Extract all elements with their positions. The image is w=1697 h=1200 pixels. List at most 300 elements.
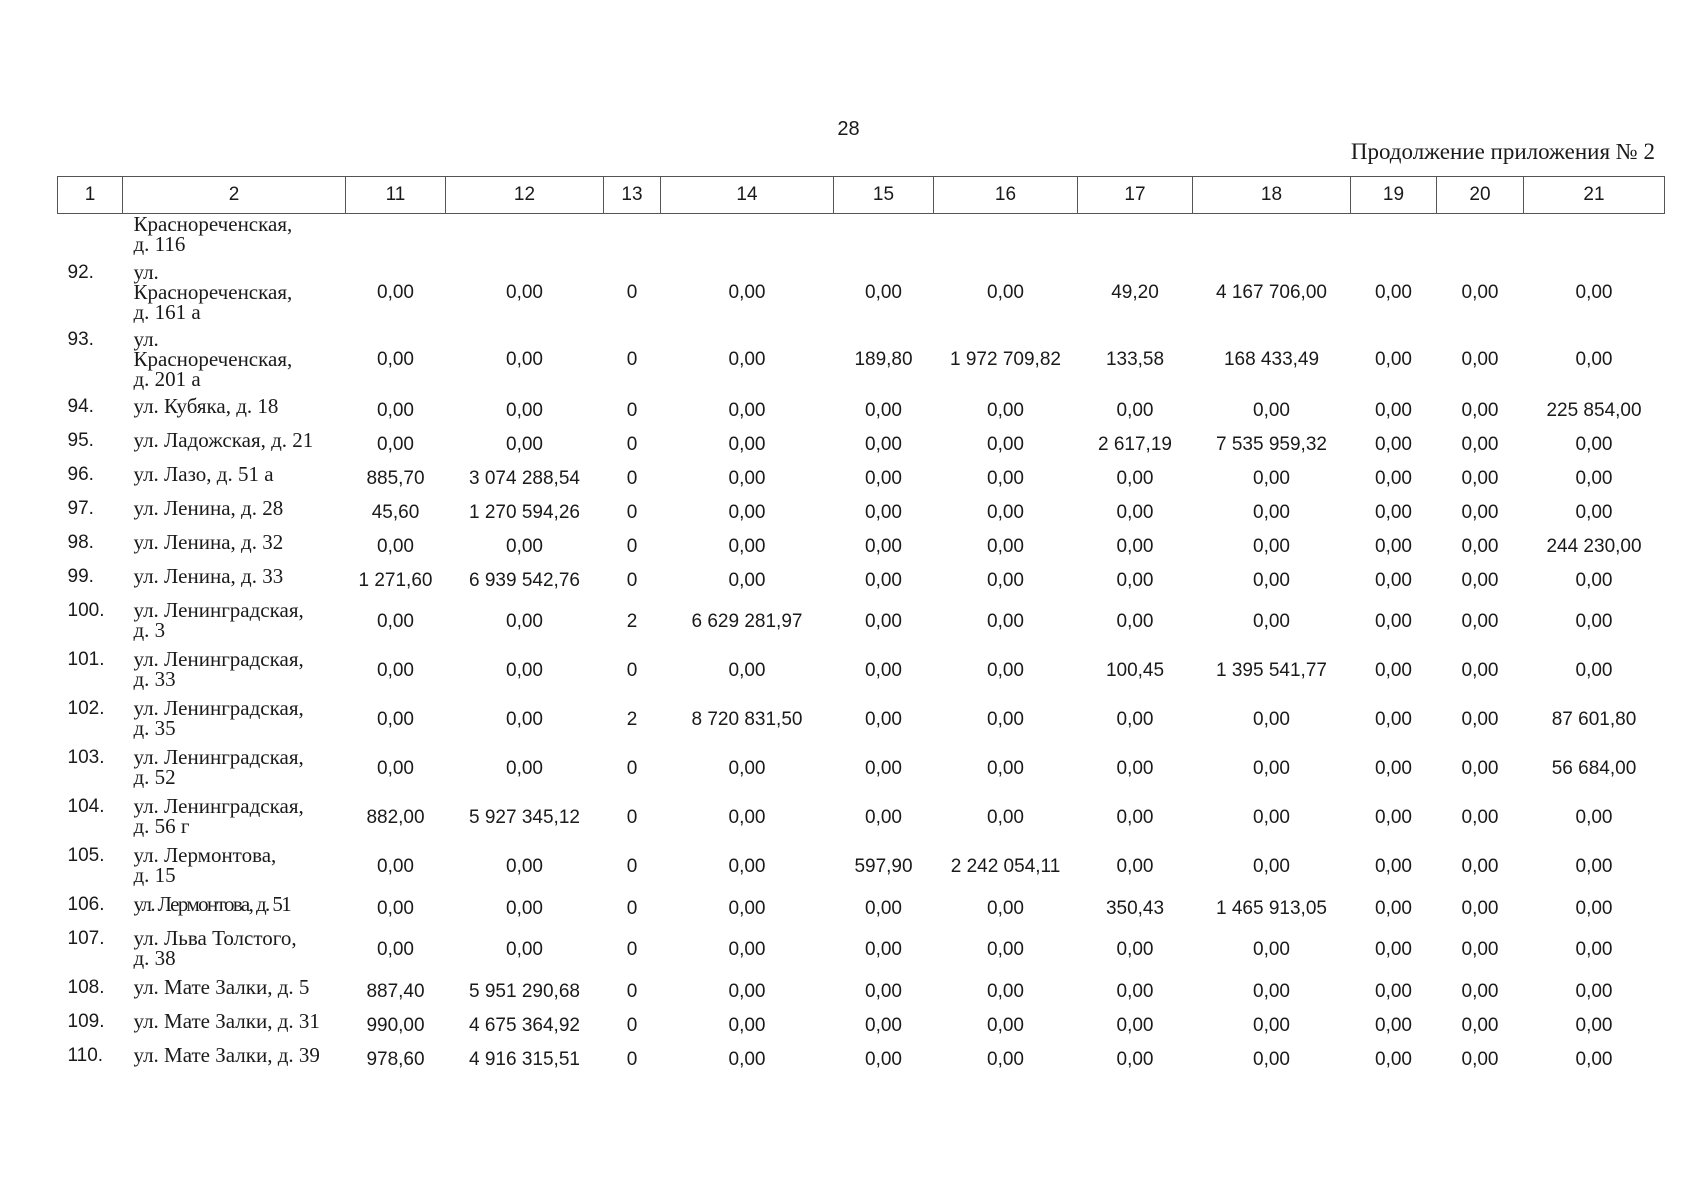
address-line: Краснореченская, [133, 212, 293, 236]
row-number-cell: 104. [67, 795, 105, 817]
value-cell: 0,00 [1253, 709, 1290, 730]
page-number: 28 [837, 118, 860, 140]
value-cell: 244 230,00 [1546, 535, 1642, 557]
value-cell: 5 951 290,68 [469, 980, 580, 1002]
row-number-cell: 105. [67, 844, 105, 866]
value-cell: 0,00 [728, 807, 766, 828]
value-cell: 0 [626, 349, 638, 370]
value-cell: 8 720 831,50 [691, 709, 803, 730]
value-cell: 0,00 [1375, 897, 1412, 919]
value-cell: 0,00 [1116, 467, 1154, 489]
value-cell: 3 074 288,54 [469, 467, 580, 489]
value-cell: 0,00 [377, 897, 414, 919]
value-cell: 0,00 [865, 709, 902, 730]
row-number-cell: 110. [67, 1044, 104, 1066]
value-cell [661, 214, 834, 260]
value-cell: 0,00 [1116, 399, 1154, 421]
address-line: ул. Мате Залки, д. 5 [133, 974, 310, 999]
column-header: 19 [1351, 177, 1437, 214]
address-line: ул. Ленинградская, [133, 695, 304, 720]
value-cell: 0,00 [506, 535, 543, 557]
value-cell: 0,00 [506, 897, 543, 919]
row-number-cell: 96. [67, 463, 94, 485]
value-cell: 0,00 [1116, 807, 1154, 828]
value-cell: 0,00 [1375, 856, 1412, 877]
row-number-cell: 103. [67, 746, 105, 768]
table-row [58, 428, 1665, 462]
value-cell: 0,00 [987, 433, 1024, 455]
row-number-cell: 97. [67, 497, 94, 519]
column-header: 20 [1437, 177, 1524, 214]
address-cell [123, 696, 346, 745]
value-cell: 0,00 [1575, 856, 1613, 877]
value-cell: 0,00 [1375, 1014, 1412, 1036]
value-cell: 1 271,60 [358, 569, 433, 591]
value-cell: 0,00 [1375, 611, 1412, 632]
row-number-cell: 102. [67, 697, 105, 719]
value-cell: 0,00 [865, 399, 902, 421]
value-cell: 2 242 054,11 [950, 856, 1061, 877]
value-cell: 0,00 [1575, 1014, 1613, 1036]
value-cell: 0,00 [865, 807, 902, 828]
row-number-cell: 109. [67, 1010, 105, 1032]
value-cell [1078, 214, 1193, 260]
value-cell: 0,00 [865, 501, 902, 523]
value-cell: 0,00 [728, 569, 766, 591]
value-cell: 0,00 [1375, 399, 1412, 421]
value-cell: 0 [626, 856, 638, 877]
value-cell: 0,00 [728, 535, 766, 557]
address-line: ул. Мате Залки, д. 39 [133, 1042, 320, 1067]
address-line: ул. [133, 326, 159, 351]
value-cell: 0,00 [865, 660, 902, 681]
column-header: 14 [661, 177, 834, 214]
value-cell: 168 433,49 [1223, 349, 1320, 370]
address-line: ул. Ленина, д. 32 [133, 529, 284, 554]
table-row [58, 394, 1665, 428]
address-line: ул. Ленина, д. 28 [133, 495, 284, 520]
row-number-cell: 92. [67, 261, 94, 283]
value-cell: 0,00 [506, 399, 543, 421]
value-cell [604, 214, 661, 260]
table-row [58, 1009, 1665, 1043]
value-cell: 0,00 [1461, 282, 1499, 303]
value-cell: 0,00 [1116, 611, 1154, 632]
address-cell [123, 892, 346, 926]
row-number-cell: 106. [67, 893, 105, 915]
value-cell: 0,00 [987, 282, 1024, 303]
value-cell: 1 270 594,26 [469, 501, 580, 523]
value-cell: 0,00 [377, 660, 414, 681]
value-cell: 0,00 [1461, 611, 1499, 632]
value-cell: 0,00 [865, 939, 902, 960]
column-header: 15 [834, 177, 934, 214]
value-cell: 0 [626, 758, 638, 779]
address-line: ул. Ленинградская, [133, 793, 304, 818]
value-cell: 0,00 [1253, 1048, 1290, 1070]
value-cell: 0,00 [1461, 807, 1499, 828]
value-cell: 0,00 [377, 939, 414, 960]
table-row [58, 530, 1665, 564]
value-cell: 0,00 [1375, 501, 1412, 523]
address-line: ул. Ленинградская, [133, 646, 304, 671]
value-cell: 0,00 [1575, 433, 1613, 455]
value-cell: 0,00 [987, 501, 1024, 523]
value-cell: 0,00 [1116, 709, 1154, 730]
value-cell: 0,00 [728, 897, 766, 919]
address-line: ул. Лермонтова, д. 51 [133, 891, 291, 916]
value-cell: 0,00 [506, 856, 543, 877]
value-cell: 0,00 [1461, 399, 1499, 421]
value-cell: 0,00 [1461, 1048, 1499, 1070]
value-cell: 189,80 [854, 349, 913, 370]
row-number-cell: 93. [67, 328, 94, 350]
value-cell: 4 167 706,00 [1216, 282, 1327, 303]
value-cell: 0,00 [728, 980, 766, 1002]
value-cell: 0,00 [728, 399, 766, 421]
value-cell: 0 [626, 467, 638, 489]
value-cell: 0,00 [1575, 349, 1613, 370]
address-line: ул. Кубяка, д. 18 [133, 393, 279, 418]
value-cell: 0,00 [1116, 535, 1154, 557]
value-cell: 0,00 [865, 611, 902, 632]
value-cell: 0,00 [1575, 467, 1613, 489]
value-cell: 0,00 [1116, 1014, 1154, 1036]
address-line: ул. Ленина, д. 33 [133, 563, 284, 588]
value-cell: 2 [626, 709, 638, 730]
value-cell: 0,00 [1375, 980, 1412, 1002]
table-row [58, 843, 1665, 892]
row-number-cell: 98. [67, 531, 94, 553]
value-cell: 0,00 [1575, 611, 1613, 632]
value-cell: 0,00 [728, 856, 766, 877]
value-cell: 0 [626, 897, 638, 919]
row-number-cell [58, 214, 123, 260]
value-cell: 0,00 [506, 709, 543, 730]
value-cell: 0,00 [506, 611, 543, 632]
table-row [58, 794, 1665, 843]
value-cell: 0,00 [987, 467, 1024, 489]
value-cell: 0,00 [1461, 569, 1499, 591]
address-line: д. 116 [133, 232, 186, 256]
value-cell: 0 [626, 1014, 638, 1036]
column-header: 1 [58, 177, 123, 214]
value-cell: 0,00 [1375, 1048, 1412, 1070]
value-cell: 0,00 [865, 569, 902, 591]
continued-row [58, 214, 1665, 260]
value-cell: 0 [626, 569, 638, 591]
table-row [58, 462, 1665, 496]
value-cell: 0,00 [865, 467, 902, 489]
value-cell: 56 684,00 [1551, 758, 1637, 779]
value-cell: 0,00 [987, 758, 1024, 779]
address-line: д. 33 [133, 666, 176, 691]
address-line: д. 38 [133, 945, 176, 970]
value-cell: 0,00 [506, 282, 543, 303]
value-cell: 1 465 913,05 [1216, 897, 1327, 919]
value-cell: 0,00 [506, 660, 543, 681]
value-cell: 0,00 [1375, 282, 1412, 303]
address-line: ул. Ленинградская, [133, 597, 304, 622]
value-cell: 0 [626, 807, 638, 828]
address-cell [123, 1009, 346, 1043]
table-body [58, 214, 1665, 1077]
value-cell: 0,00 [1461, 467, 1499, 489]
value-cell: 0,00 [1575, 569, 1613, 591]
value-cell: 0,00 [987, 980, 1024, 1002]
column-header: 18 [1193, 177, 1351, 214]
value-cell: 0,00 [987, 709, 1024, 730]
address-cell [123, 496, 346, 530]
value-cell: 7 535 959,32 [1216, 433, 1327, 455]
table-row [58, 1043, 1665, 1077]
table-row [58, 260, 1665, 327]
value-cell: 0,00 [728, 758, 766, 779]
value-cell [934, 214, 1078, 260]
table-row [58, 926, 1665, 975]
value-cell: 133,58 [1105, 349, 1165, 370]
value-cell: 0,00 [865, 282, 902, 303]
table-row [58, 647, 1665, 696]
value-cell: 1 395 541,77 [1216, 660, 1327, 681]
value-cell: 0,00 [1253, 569, 1290, 591]
value-cell: 0,00 [1575, 282, 1613, 303]
address-cell [123, 926, 346, 975]
address-cell [123, 975, 346, 1009]
value-cell: 0,00 [1253, 856, 1290, 877]
column-header: 13 [604, 177, 661, 214]
value-cell: 350,43 [1105, 897, 1165, 919]
value-cell: 0,00 [728, 1048, 766, 1070]
address-cell [123, 564, 346, 598]
address-line: д. 161 а [133, 299, 201, 324]
value-cell: 0,00 [506, 939, 543, 960]
value-cell: 0,00 [377, 611, 414, 632]
value-cell: 0,00 [1116, 939, 1154, 960]
address-cell [123, 214, 346, 260]
row-number-cell: 107. [67, 927, 105, 949]
value-cell: 0,00 [987, 939, 1024, 960]
address-cell [123, 327, 346, 394]
value-cell: 0,00 [728, 467, 766, 489]
value-cell: 0,00 [1116, 569, 1154, 591]
address-line: ул. Ладожская, д. 21 [133, 427, 314, 452]
value-cell: 0,00 [377, 433, 414, 455]
column-header: 16 [934, 177, 1078, 214]
address-line: д. 35 [133, 715, 176, 740]
value-cell: 5 927 345,12 [469, 807, 580, 828]
value-cell: 0,00 [1461, 1014, 1499, 1036]
value-cell: 0,00 [865, 535, 902, 557]
value-cell: 0,00 [1575, 807, 1613, 828]
value-cell: 0,00 [987, 897, 1024, 919]
value-cell: 0 [626, 399, 638, 421]
value-cell: 0,00 [377, 349, 414, 370]
value-cell: 0 [626, 660, 638, 681]
value-cell [1351, 214, 1437, 260]
address-line: ул. [133, 259, 159, 284]
address-cell [123, 428, 346, 462]
value-cell: 0,00 [1253, 807, 1290, 828]
address-cell [123, 1043, 346, 1077]
value-cell: 0,00 [987, 1014, 1024, 1036]
value-cell: 0,00 [987, 399, 1024, 421]
value-cell [1524, 214, 1665, 260]
value-cell: 0 [626, 980, 638, 1002]
value-cell: 0,00 [1375, 807, 1412, 828]
value-cell: 978,60 [366, 1048, 425, 1070]
value-cell: 0,00 [1461, 856, 1499, 877]
value-cell: 0,00 [377, 282, 414, 303]
value-cell [834, 214, 934, 260]
value-cell: 0,00 [1575, 939, 1613, 960]
value-cell: 0,00 [1461, 980, 1499, 1002]
table-row [58, 745, 1665, 794]
value-cell: 0,00 [1461, 758, 1499, 779]
value-cell: 0,00 [987, 611, 1024, 632]
address-line: д. 52 [133, 764, 176, 789]
address-line: ул. Лазо, д. 51 а [133, 461, 274, 486]
value-cell: 0,00 [1375, 758, 1412, 779]
value-cell: 0,00 [1253, 611, 1290, 632]
address-line: д. 15 [133, 862, 176, 887]
value-cell: 0,00 [1461, 939, 1499, 960]
row-number-cell: 95. [67, 429, 94, 451]
table-row [58, 327, 1665, 394]
value-cell: 0,00 [728, 939, 766, 960]
value-cell: 0 [626, 535, 638, 557]
value-cell: 0,00 [1116, 1048, 1154, 1070]
data-table [57, 176, 1665, 1077]
value-cell [446, 214, 604, 260]
value-cell: 0,00 [728, 1014, 766, 1036]
address-line: ул. Ленинградская, [133, 744, 304, 769]
value-cell: 45,60 [371, 501, 420, 523]
table-row [58, 892, 1665, 926]
value-cell: 0,00 [377, 709, 414, 730]
value-cell: 0,00 [1461, 709, 1499, 730]
value-cell: 0,00 [1575, 897, 1613, 919]
value-cell: 100,45 [1105, 660, 1165, 681]
value-cell: 0,00 [987, 807, 1024, 828]
value-cell: 0,00 [728, 501, 766, 523]
column-header: 17 [1078, 177, 1193, 214]
column-header: 11 [346, 177, 446, 214]
row-number-cell: 100. [67, 599, 105, 621]
value-cell: 0,00 [1375, 660, 1412, 681]
address-line: д. 3 [133, 617, 166, 642]
value-cell: 0,00 [865, 1048, 902, 1070]
value-cell: 0,00 [1575, 501, 1613, 523]
value-cell: 882,00 [366, 807, 425, 828]
value-cell: 0,00 [1375, 349, 1412, 370]
value-cell: 885,70 [366, 467, 425, 489]
address-cell [123, 647, 346, 696]
row-number-cell: 101. [67, 648, 105, 670]
address-cell [123, 394, 346, 428]
value-cell: 0,00 [506, 349, 543, 370]
address-line: Краснореченская, [133, 346, 293, 371]
column-header: 12 [446, 177, 604, 214]
value-cell: 0,00 [865, 433, 902, 455]
address-cell [123, 462, 346, 496]
value-cell: 0,00 [1116, 501, 1154, 523]
value-cell: 0,00 [1253, 467, 1290, 489]
table-row [58, 564, 1665, 598]
value-cell [1437, 214, 1524, 260]
address-line: Краснореченская, [133, 279, 293, 304]
value-cell: 0,00 [987, 1048, 1024, 1070]
address-line: ул. Мате Залки, д. 31 [133, 1008, 320, 1033]
value-cell: 0,00 [1253, 980, 1290, 1002]
address-cell [123, 260, 346, 327]
value-cell: 0,00 [1461, 433, 1499, 455]
value-cell: 0,00 [987, 569, 1024, 591]
value-cell: 0,00 [377, 535, 414, 557]
value-cell: 6 629 281,97 [691, 611, 803, 632]
value-cell [1193, 214, 1351, 260]
value-cell: 597,90 [854, 856, 913, 877]
value-cell: 0,00 [1116, 758, 1154, 779]
address-line: д. 56 г [133, 813, 190, 838]
value-cell: 0,00 [1375, 433, 1412, 455]
value-cell: 2 [626, 611, 638, 632]
table-row [58, 696, 1665, 745]
appendix-continuation-note: Продолжение приложения № 2 [1350, 139, 1655, 164]
value-cell: 1 972 709,82 [950, 349, 1061, 370]
value-cell: 887,40 [366, 980, 425, 1002]
table-row [58, 975, 1665, 1009]
value-cell: 0 [626, 1048, 638, 1070]
value-cell: 0,00 [1375, 467, 1412, 489]
address-cell [123, 794, 346, 843]
value-cell: 0,00 [1575, 1048, 1613, 1070]
value-cell: 0,00 [987, 660, 1024, 681]
value-cell: 225 854,00 [1546, 399, 1642, 421]
value-cell: 0,00 [506, 433, 543, 455]
value-cell: 0,00 [728, 433, 766, 455]
value-cell: 0,00 [377, 758, 414, 779]
address-cell [123, 598, 346, 647]
value-cell: 0,00 [987, 535, 1024, 557]
value-cell: 0,00 [865, 897, 902, 919]
value-cell: 0,00 [1116, 856, 1154, 877]
value-cell: 0,00 [1375, 939, 1412, 960]
value-cell: 0,00 [1253, 939, 1290, 960]
value-cell: 0,00 [1116, 980, 1154, 1002]
value-cell: 0,00 [1375, 709, 1412, 730]
address-line: ул. Льва Толстого, [133, 925, 297, 950]
value-cell: 0,00 [1375, 569, 1412, 591]
value-cell: 0,00 [865, 980, 902, 1002]
value-cell: 4 675 364,92 [469, 1014, 580, 1036]
value-cell: 0,00 [1575, 980, 1613, 1002]
value-cell: 0,00 [1253, 535, 1290, 557]
value-cell: 49,20 [1111, 282, 1159, 303]
address-cell [123, 530, 346, 564]
value-cell: 0,00 [1461, 660, 1499, 681]
value-cell: 4 916 315,51 [469, 1048, 580, 1070]
value-cell: 0,00 [1253, 1014, 1290, 1036]
value-cell: 0 [626, 282, 638, 303]
column-header: 21 [1524, 177, 1665, 214]
value-cell: 0,00 [377, 399, 414, 421]
value-cell: 0,00 [728, 282, 766, 303]
value-cell: 0,00 [1461, 535, 1499, 557]
value-cell: 0 [626, 939, 638, 960]
value-cell: 0,00 [865, 758, 902, 779]
value-cell: 0,00 [1253, 399, 1290, 421]
